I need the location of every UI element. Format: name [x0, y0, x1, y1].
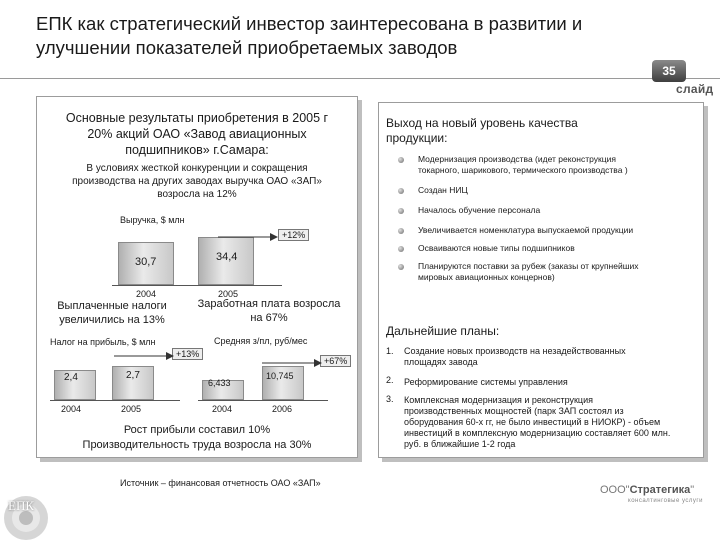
brand-name: Стратегика — [629, 484, 691, 496]
quality-bullet-4 — [398, 228, 404, 234]
revenue-year-2005: 2005 — [218, 289, 239, 299]
profit-summary — [40, 423, 354, 453]
slide-title-line2: улучшении показателей приобретаемых заводов — [36, 37, 458, 58]
plan-3-number: 3. — [386, 394, 394, 404]
left-heading-line1: Основные результаты приобретения в 2005 г — [65, 111, 329, 125]
revenue-value-2004: 30,7 — [135, 256, 157, 268]
revenue-growth-tag: +12% — [278, 229, 309, 241]
plan-3-line2: производственных мощностей (парк ЗАП состоял из — [404, 406, 624, 416]
right-heading-line1: Выход на новый уровень качества — [386, 116, 578, 130]
brand-tagline: консалтинговые услуги — [628, 498, 703, 504]
wage-caption-line1: Заработная плата возросла — [197, 298, 341, 310]
plan-3-line1: Комплексная модернизация и реконструкция — [404, 395, 593, 405]
taxes-caption-line2: увеличились на 13% — [59, 314, 165, 326]
title-divider — [0, 78, 720, 79]
revenue-intro-line1: В условиях жесткой конкуренции и сокращения — [86, 163, 308, 174]
wage-value-2004: 6,433 — [208, 378, 231, 388]
epk-logo-graphic — [0, 488, 54, 540]
tax-year-2005: 2005 — [121, 404, 142, 414]
taxes-caption-line1: Выплаченные налоги — [57, 300, 167, 312]
plan-3-line3: оборудования 60-х гг, не было инвестиций в НИОКР) - объем — [404, 417, 661, 427]
wage-chart-label: Средняя з/пл, руб/мес — [214, 336, 308, 346]
wage-caption-line2: на 67% — [250, 312, 288, 324]
tax-value-2005: 2,7 — [126, 370, 140, 381]
brand-suffix: " — [690, 484, 695, 496]
taxes-caption — [42, 299, 182, 327]
right-heading-line2: продукции: — [386, 131, 448, 145]
plan-3-text — [404, 395, 688, 450]
quality-bullet-5 — [398, 246, 404, 252]
tax-chart-label: Налог на прибыль, $ млн — [50, 337, 156, 347]
plan-2-number: 2. — [386, 375, 394, 385]
wage-axis — [198, 400, 328, 401]
quality-bullet-3 — [398, 208, 404, 214]
revenue-year-2004: 2004 — [136, 289, 157, 299]
revenue-intro-line3: возросла на 12% — [157, 189, 237, 200]
wage-year-2004: 2004 — [212, 404, 233, 414]
slide-title-line1: ЕПК как стратегический инвестор заинтересована в развитии и — [36, 13, 583, 34]
wage-growth-arrow — [262, 358, 322, 368]
quality-item-6 — [418, 261, 688, 282]
quality-item-5: Осваиваются новые типы подшипников — [418, 243, 575, 253]
quality-bullet-2 — [398, 188, 404, 194]
quality-item-1 — [418, 154, 688, 175]
quality-bullet-1 — [398, 157, 404, 163]
quality-item-6-line1: Планируются поставки за рубеж (заказы от крупнейших — [418, 261, 639, 271]
left-heading-line2: 20% акций ОАО «Завод авиационных — [87, 127, 307, 141]
brand-prefix: ООО" — [600, 484, 630, 496]
tax-year-2004: 2004 — [61, 404, 82, 414]
tax-value-2004: 2,4 — [64, 372, 78, 383]
plan-1-text — [404, 346, 688, 368]
left-heading-line3: подшипников» г.Самара: — [125, 143, 269, 157]
plan-2-text: Реформирование системы управления — [404, 377, 568, 387]
plan-1-line2: площадях завода — [404, 357, 478, 367]
epk-logo — [0, 488, 54, 540]
plans-heading: Дальнейшие планы: — [386, 324, 500, 338]
strategika-brand — [600, 484, 694, 496]
tax-growth-arrow — [114, 351, 174, 361]
quality-item-3: Началось обучение персонала — [418, 205, 541, 215]
source-note: Источник – финансовая отчетность ОАО «ЗАП» — [120, 478, 321, 488]
revenue-intro — [38, 162, 356, 201]
wage-value-2006: 10,745 — [266, 371, 294, 381]
left-panel-heading — [40, 110, 354, 158]
revenue-growth-arrow — [218, 232, 278, 242]
quality-bullet-6 — [398, 264, 404, 270]
wage-year-2006: 2006 — [272, 404, 293, 414]
right-panel-heading — [386, 116, 686, 146]
profit-summary-line1: Рост прибыли составил 10% — [123, 424, 271, 436]
revenue-axis — [112, 285, 282, 286]
revenue-chart-label: Выручка, $ млн — [120, 215, 185, 225]
revenue-intro-line2: производства на других заводах выручка ОАО «ЗАП» — [72, 176, 322, 187]
quality-item-6-line2: мировых авиационных концернов) — [418, 271, 555, 282]
tax-axis — [50, 400, 180, 401]
plan-3-line4: инвестиций в комплексную модернизацию составляет 600 млн. руб. в ближайшие 1-2 года — [404, 428, 671, 449]
profit-summary-line2: Производительность труда возросла на 30% — [82, 439, 312, 451]
tax-growth-tag: +13% — [172, 348, 203, 360]
wage-growth-tag: +67% — [320, 355, 351, 367]
wage-caption — [188, 297, 350, 325]
slide-number-badge: 35 — [652, 60, 686, 82]
plan-1-line1: Создание новых производств на незадействованных — [404, 346, 626, 356]
quality-item-4: Увеличивается номенклатура выпускаемой продукции — [418, 225, 634, 235]
quality-item-1-line1: Модернизация производства (идет реконструкция — [418, 154, 616, 164]
quality-item-2: Создан НИЦ — [418, 185, 468, 195]
slide-word-label: слайд — [676, 82, 714, 96]
epk-logo-text: ЕПК — [8, 498, 34, 513]
plan-1-number: 1. — [386, 346, 394, 356]
revenue-value-2005: 34,4 — [216, 251, 238, 263]
quality-item-1-line2: токарного, шарикового, термического производства ) — [418, 164, 628, 175]
slide-title — [36, 12, 656, 60]
